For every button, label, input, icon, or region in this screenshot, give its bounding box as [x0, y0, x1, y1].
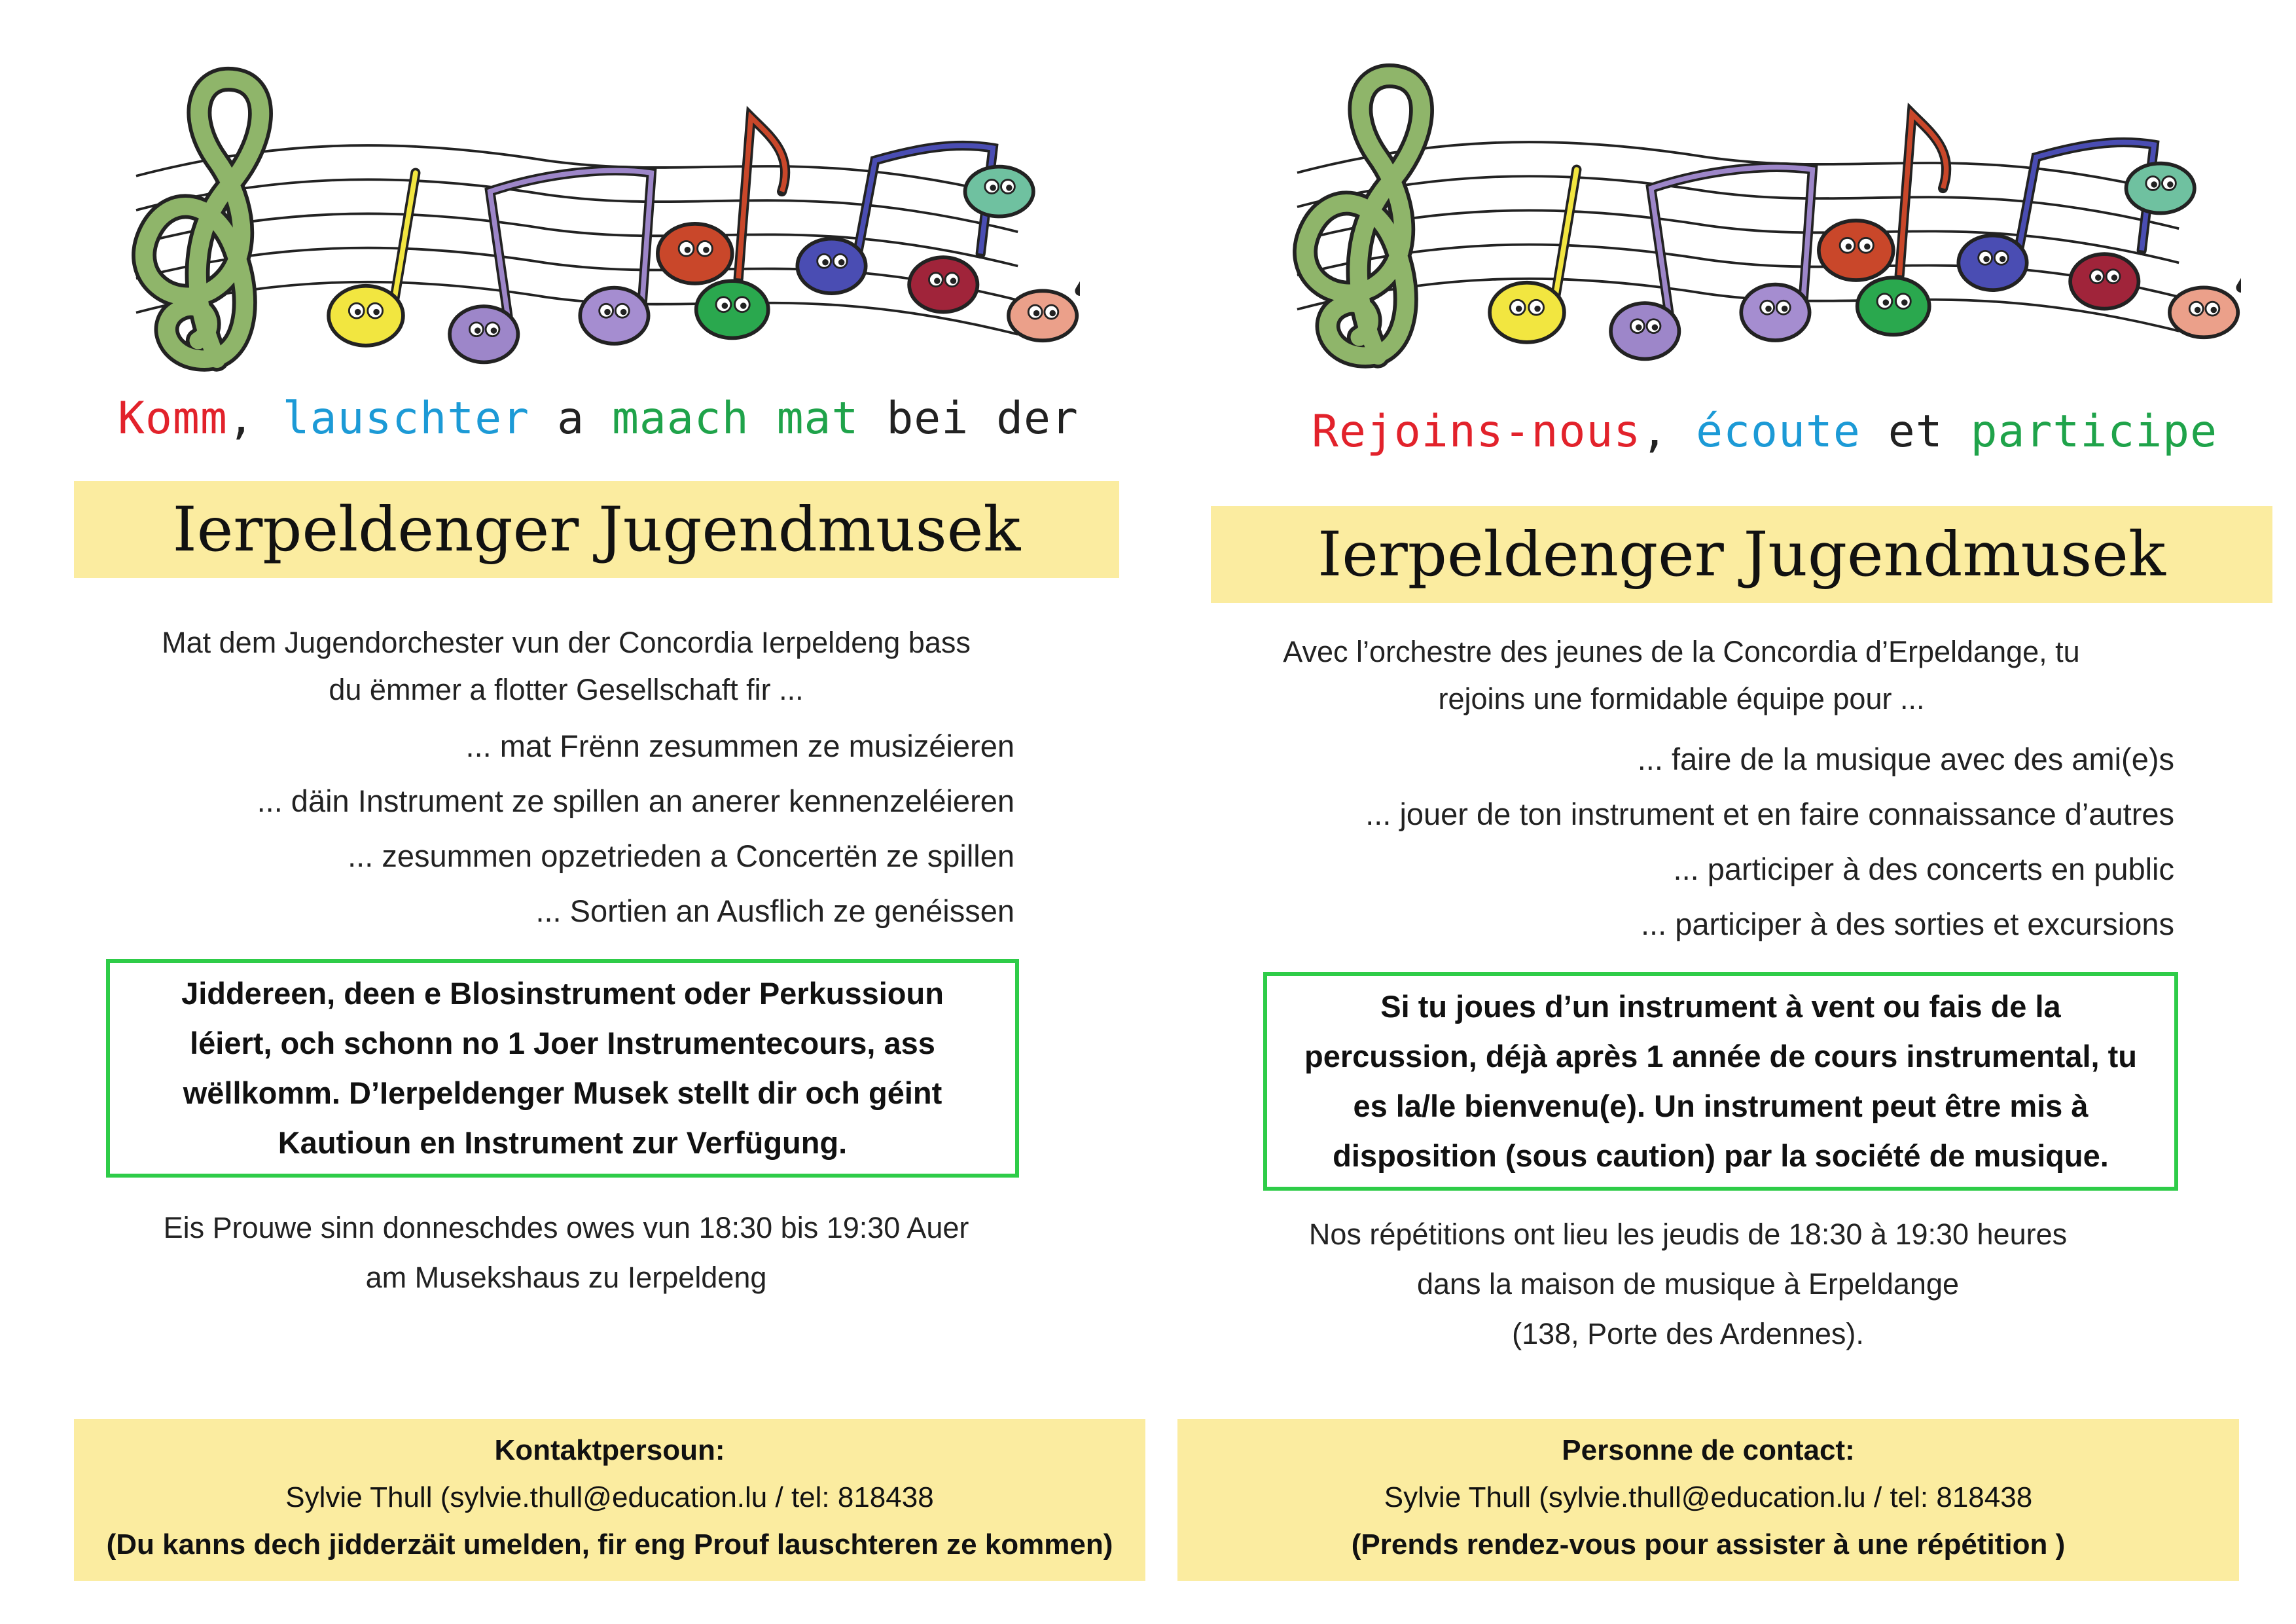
page-title: Ierpeldenger Jugendmusek [172, 494, 1021, 566]
rehearsal-line: (138, Porte des Ardennes). [1512, 1317, 1864, 1350]
slogan-word: , [227, 393, 283, 444]
slogan [118, 393, 1079, 444]
slogan-word: et [1860, 406, 1971, 458]
slogan-word: a [529, 393, 612, 444]
intro-line: Avec l’orchestre des jeunes de la Concordia d’Erpeldange, tu [1283, 635, 2080, 668]
page-title: Ierpeldenger Jugendmusek [1318, 519, 2166, 590]
contact-label: Personne de contact: [1562, 1434, 1855, 1466]
contact-person: Sylvie Thull (sylvie.thull@education.lu / tel: 818438 [1384, 1481, 2033, 1513]
box-line: léiert, och schonn no 1 Joer Instrumentecours, ass [190, 1026, 935, 1060]
list-item: ... participer à des sorties et excursions [1640, 907, 2174, 941]
list-item: ... participer à des concerts en public [1673, 852, 2174, 886]
slogan-word: , [1641, 406, 1696, 458]
slogan-word: écoute [1696, 406, 1861, 458]
contact-note: (Prends rendez-vous pour assister à une répétition ) [1351, 1528, 2066, 1561]
list-item: ... Sortien an Ausflich ze genéissen [535, 893, 1014, 928]
slogan-word: Komm [118, 393, 228, 444]
highlight-box [106, 959, 1019, 1178]
list-item: ... däin Instrument ze spillen an anerer kennenzeléieren [257, 784, 1014, 818]
intro-line: du ëmmer a flotter Gesellschaft fir ... [329, 673, 804, 706]
contact-band [74, 1419, 1145, 1581]
slogan-word: bei der [859, 393, 1079, 444]
contact-person: Sylvie Thull (sylvie.thull@education.lu / tel: 818438 [285, 1481, 934, 1513]
rehearsal-line: dans la maison de musique à Erpeldange [1416, 1267, 1960, 1301]
highlight-box [1263, 972, 2178, 1191]
music-notes-illustration [111, 59, 1080, 386]
slogan-word: maach mat [611, 393, 859, 444]
box-line: percussion, déjà après 1 année de cours instrumental, tu [1304, 1039, 2137, 1074]
title-band [74, 481, 1119, 578]
box-line: es la/le bienvenu(e). Un instrument peut être mis à [1353, 1089, 2089, 1123]
activity-list [98, 719, 1014, 939]
rehearsal-line: am Musekshaus zu Ierpeldeng [365, 1261, 767, 1294]
rehearsal-line: Nos répétitions ont lieu les jeudis de 18:30 à 19:30 heures [1308, 1218, 2068, 1251]
music-notes-illustration [1272, 56, 2241, 383]
contact-note: (Du kanns dech jidderzäit umelden, fir eng Prouf lauschteren ze kommen) [106, 1528, 1113, 1561]
contact-label: Kontaktpersoun: [494, 1434, 725, 1466]
right-flyer [1148, 0, 2296, 1624]
activity-list [1213, 732, 2174, 952]
list-item: ... jouer de ton instrument et en faire connaissance d’autres [1365, 797, 2174, 831]
box-line: disposition (sous caution) par la société de musique. [1333, 1138, 2109, 1173]
slogan-word: lauschter [282, 393, 530, 444]
box-line: Si tu joues d’un instrument à vent ou fais de la [1380, 989, 2061, 1024]
rehearsal-info [92, 1203, 1041, 1303]
intro-line: Mat dem Jugendorchester vun der Concordia Ierpeldeng bass [162, 626, 971, 659]
intro-text [92, 619, 1041, 713]
title-band [1211, 506, 2272, 603]
list-item: ... zesummen opzetrieden a Concertën ze spillen [348, 839, 1014, 873]
box-line: wëllkomm. D’Ierpeldenger Musek stellt dir och géint [183, 1075, 942, 1110]
slogan [1312, 406, 2217, 458]
rehearsal-info [1213, 1210, 2162, 1359]
intro-text [1207, 628, 2156, 723]
box-line: Kautioun en Instrument zur Verfügung. [278, 1125, 848, 1160]
list-item: ... mat Frënn zesummen ze musizéieren [465, 729, 1014, 763]
list-item: ... faire de la musique avec des ami(e)s [1637, 742, 2174, 776]
contact-band [1177, 1419, 2239, 1581]
slogan-word: participe [1970, 406, 2218, 458]
box-line: Jiddereen, deen e Blosinstrument oder Perkussioun [181, 976, 944, 1011]
intro-line: rejoins une formidable équipe pour ... [1438, 682, 1925, 715]
slogan-word: Rejoins-nous [1312, 406, 1641, 458]
rehearsal-line: Eis Prouwe sinn donneschdes owes vun 18:30 bis 19:30 Auer [163, 1211, 969, 1244]
